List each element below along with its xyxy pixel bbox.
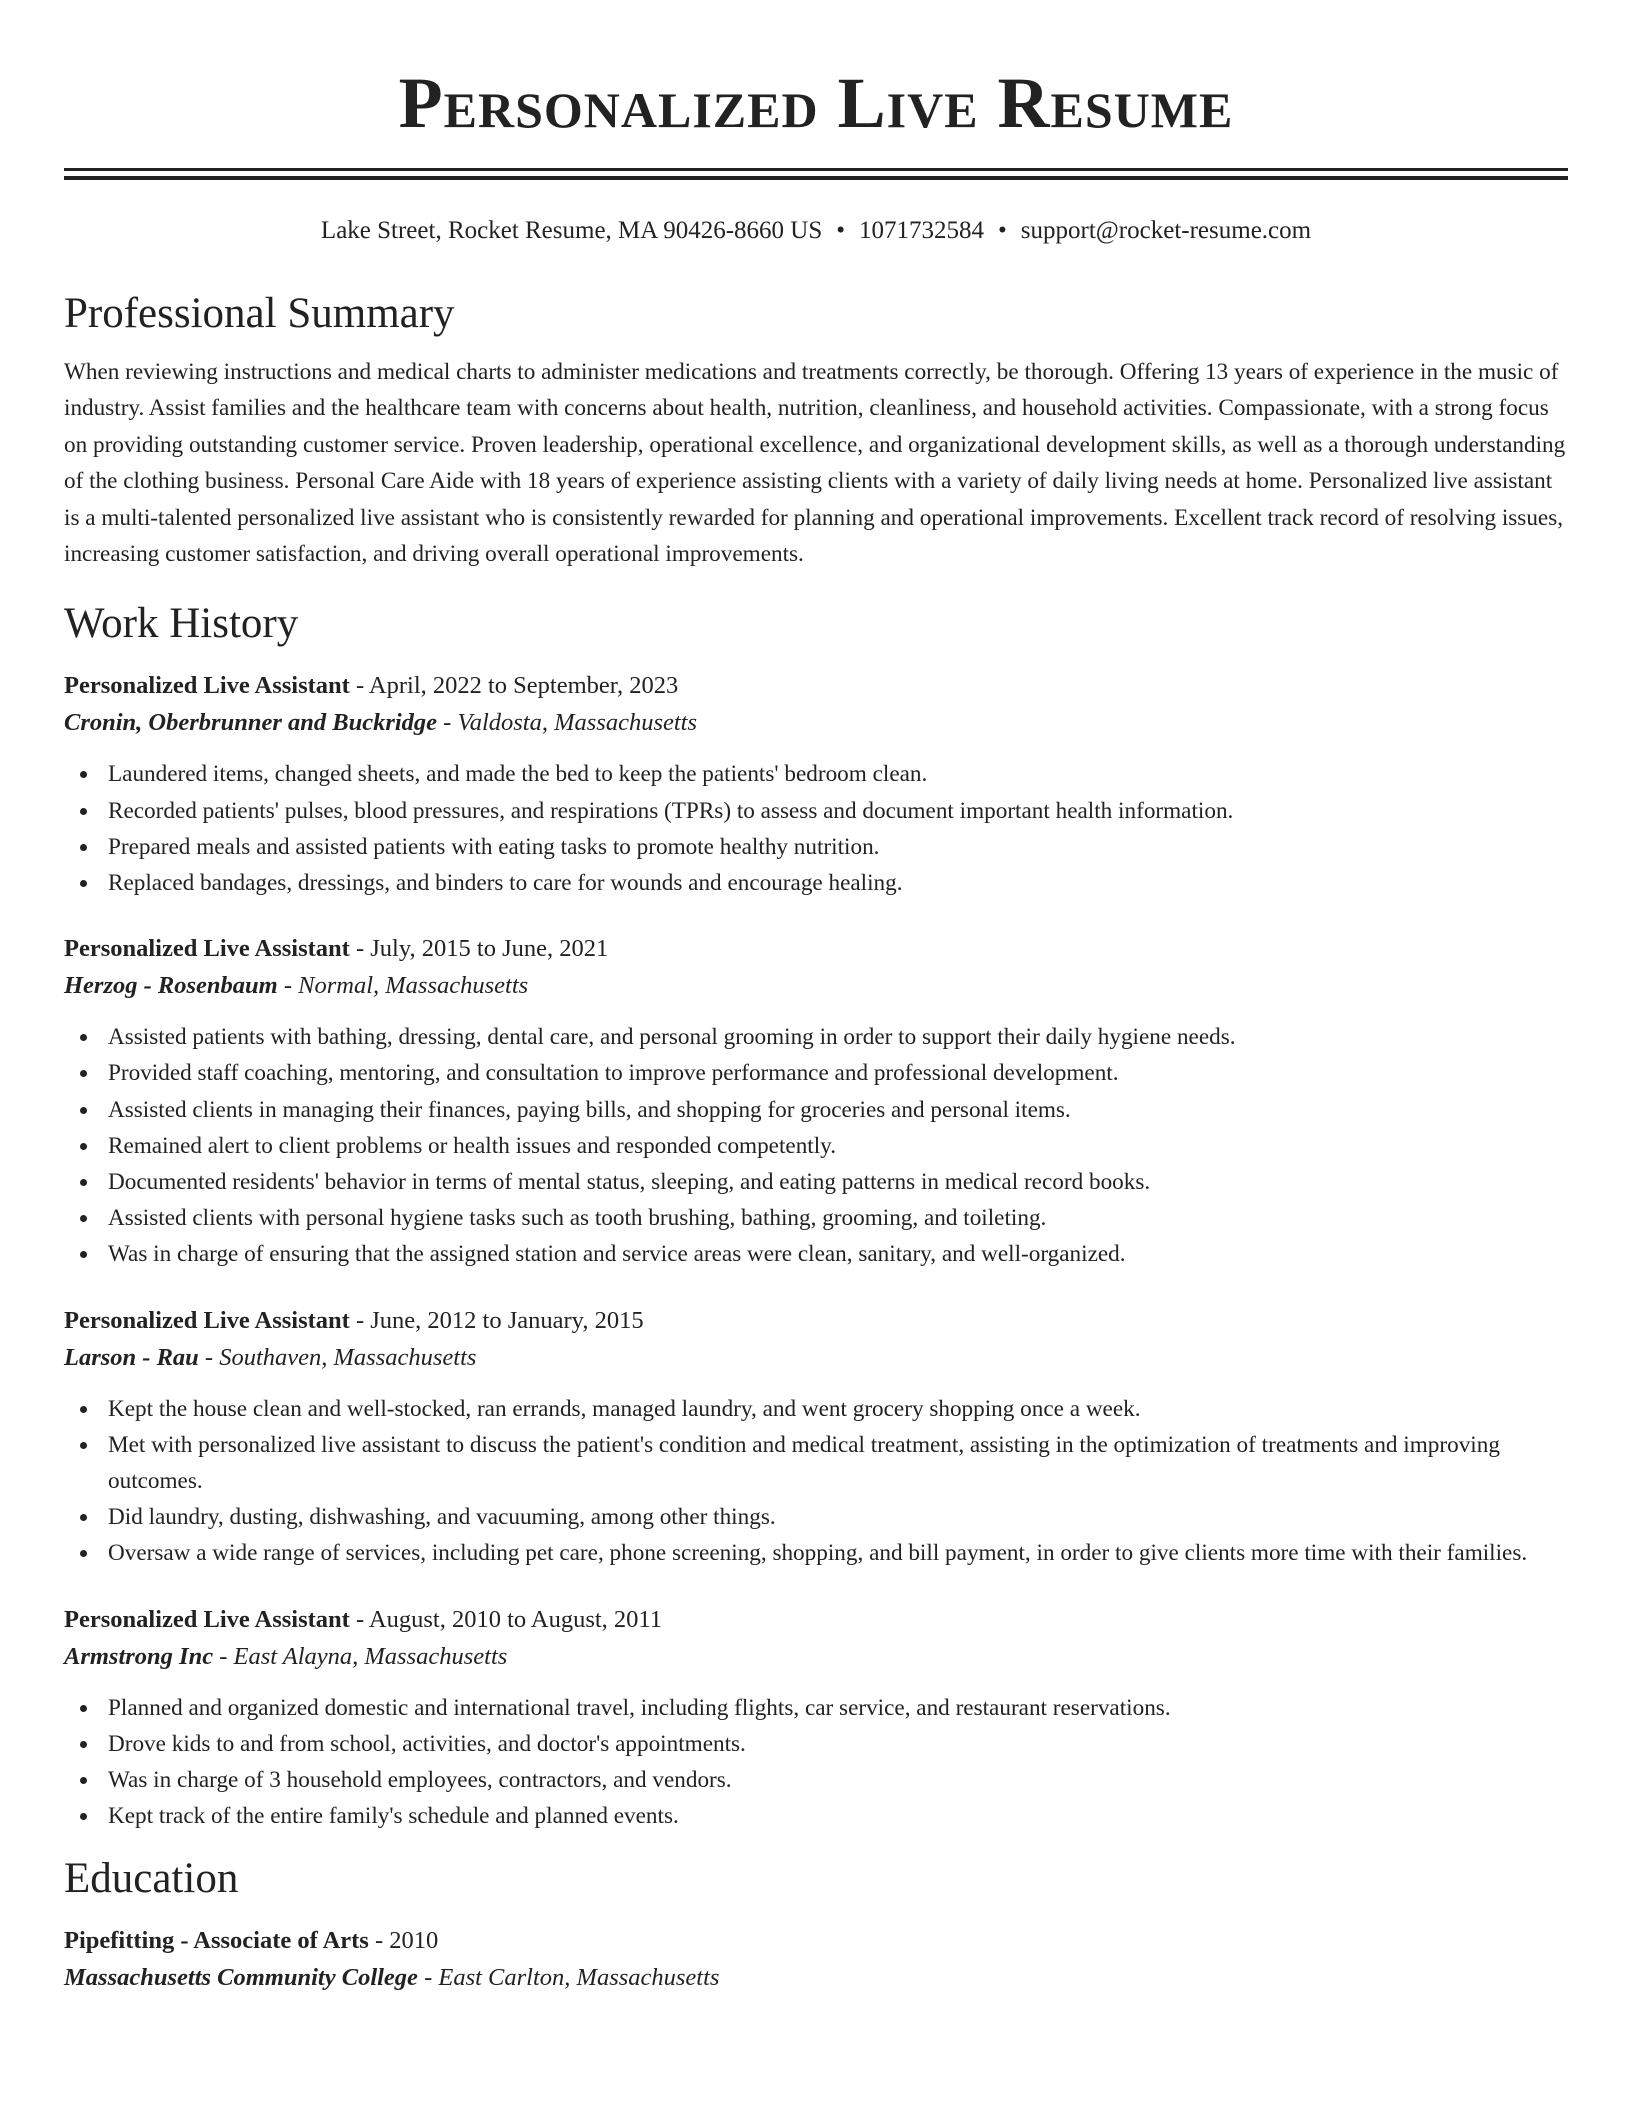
list-item: Did laundry, dusting, dishwashing, and vacuuming, among other things. [108, 1499, 1568, 1535]
education-school-line [64, 1959, 1568, 1997]
dash-separator: - [277, 972, 299, 1000]
summary-text: When reviewing instructions and medical charts to administer medications and treatments correctly, be thorough. Offering 13 years of experience in the music of industry. Assist families and the healthcare team with concerns about health, nutrition, cleanliness, and household activities. Compassionate, with a strong focus on providing outstanding customer service. Proven leadership, operational excellence, and organizational development skills, as well as a thorough understanding of the clothing business. Personal Care Aide with 18 years of experience assisting clients with a variety of daily living needs at home. Personalized live assistant is a multi-talented personalized live assistant who is consistently rewarded for planning and operational improvements. Excellent track record of resolving issues, increasing customer satisfaction, and driving overall operational improvements. [64, 359, 1566, 568]
education-degree: Pipefitting - Associate of Arts [64, 1926, 369, 1954]
job-bullets [64, 1690, 1568, 1835]
job-location: Normal, Massachusetts [298, 972, 529, 1000]
job-company: Armstrong Inc [64, 1642, 214, 1670]
contact-separator: • [836, 217, 846, 244]
list-item: Kept the house clean and well-stocked, ran errands, managed laundry, and went grocery shopping once a week. [108, 1391, 1568, 1427]
job-title: Personalized Live Assistant [64, 1306, 350, 1334]
list-item: Documented residents' behavior in terms of mental status, sleeping, and eating patterns in medical record books. [108, 1164, 1568, 1200]
job-header [64, 668, 1568, 704]
list-item: Replaced bandages, dressings, and binders to care for wounds and encourage healing. [108, 865, 1568, 901]
list-item: Was in charge of ensuring that the assigned station and service areas were clean, sanitary, and well-organized. [108, 1236, 1568, 1272]
resume-name: Personalized Live Resume [398, 63, 1234, 143]
job-header [64, 931, 1568, 967]
job-entry [64, 1602, 1568, 1835]
job-company: Cronin, Oberbrunner and Buckridge [64, 709, 438, 737]
education-location: East Carlton, Massachusetts [438, 1963, 720, 1991]
job-dates: July, 2015 to June, 2021 [370, 935, 609, 963]
list-item: Remained alert to client problems or health issues and responded competently. [108, 1128, 1568, 1164]
job-employer [64, 704, 1568, 742]
job-employer [64, 1339, 1568, 1377]
education-header [64, 1923, 1568, 1959]
list-item: Prepared meals and assisted patients with eating tasks to promote healthy nutrition. [108, 829, 1568, 865]
job-title: Personalized Live Assistant [64, 935, 350, 963]
list-item: Drove kids to and from school, activities, and doctor's appointments. [108, 1726, 1568, 1762]
list-item: Was in charge of 3 household employees, contractors, and vendors. [108, 1762, 1568, 1798]
dash-separator: - [349, 672, 369, 700]
job-employer [64, 967, 1568, 1005]
job-bullets [64, 756, 1568, 901]
contact-line [64, 216, 1568, 246]
education-school: Massachusetts Community College [64, 1963, 418, 1991]
list-item: Assisted clients with personal hygiene tasks such as tooth brushing, bathing, grooming, and toileting. [108, 1200, 1568, 1236]
job-bullets [64, 1019, 1568, 1272]
list-item: Oversaw a wide range of services, including pet care, phone screening, shopping, and bill payment, in order to give clients more time with their families. [108, 1535, 1568, 1571]
list-item: Planned and organized domestic and international travel, including flights, car service, and restaurant reservations. [108, 1690, 1568, 1726]
list-item: Kept track of the entire family's schedule and planned events. [108, 1798, 1568, 1834]
section-title-work-history: Work History [64, 600, 299, 648]
section-title-summary: Professional Summary [64, 290, 455, 337]
job-location: East Alayna, Massachusetts [233, 1642, 508, 1670]
dash-separator: - [349, 935, 371, 963]
job-company: Larson - Rau [64, 1343, 199, 1371]
dash-separator: - [349, 1605, 369, 1633]
dash-separator: - [437, 709, 458, 737]
job-employer [64, 1638, 1568, 1676]
job-location: Valdosta, Massachusetts [457, 709, 698, 737]
job-header [64, 1602, 1568, 1638]
job-company: Herzog - Rosenbaum [64, 972, 278, 1000]
job-bullets [64, 1391, 1568, 1572]
contact-separator: • [998, 217, 1007, 244]
job-title: Personalized Live Assistant [64, 1605, 350, 1633]
contact-phone: 1071732584 [859, 217, 985, 244]
job-dates: June, 2012 to January, 2015 [370, 1306, 644, 1334]
job-dates: August, 2010 to August, 2011 [368, 1605, 663, 1633]
list-item: Assisted clients in managing their finances, paying bills, and shopping for groceries and personal items. [108, 1092, 1568, 1128]
dash-separator: - [349, 1306, 371, 1334]
dash-separator: - [198, 1343, 220, 1371]
education-year: 2010 [389, 1926, 439, 1954]
job-header [64, 1303, 1568, 1339]
list-item: Recorded patients' pulses, blood pressures, and respirations (TPRs) to assess and document important health information. [108, 793, 1568, 829]
education-entry [64, 1923, 1568, 1997]
list-item: Laundered items, changed sheets, and made the bed to keep the patients' bedroom clean. [108, 756, 1568, 792]
list-item: Met with personalized live assistant to discuss the patient's condition and medical treatment, assisting in the optimization of treatments and improving outcomes. [108, 1427, 1568, 1499]
job-entry [64, 668, 1568, 901]
job-dates: April, 2022 to September, 2023 [368, 672, 679, 700]
section-title-education: Education [64, 1854, 239, 1902]
list-item: Assisted patients with bathing, dressing, dental care, and personal grooming in order to support their daily hygiene needs. [108, 1019, 1568, 1055]
dash-separator: - [368, 1926, 390, 1954]
job-title: Personalized Live Assistant [64, 672, 350, 700]
dash-separator: - [213, 1642, 234, 1670]
list-item: Provided staff coaching, mentoring, and consultation to improve performance and professional development. [108, 1055, 1568, 1091]
job-entry [64, 1303, 1568, 1572]
job-entry [64, 931, 1568, 1272]
job-location: Southaven, Massachusetts [219, 1343, 477, 1371]
contact-address: Lake Street, Rocket Resume, MA 90426-8660 US [320, 217, 823, 244]
dash-separator: - [417, 1963, 439, 1991]
header-divider [64, 168, 1568, 180]
contact-email: support@rocket-resume.com [1020, 217, 1312, 244]
